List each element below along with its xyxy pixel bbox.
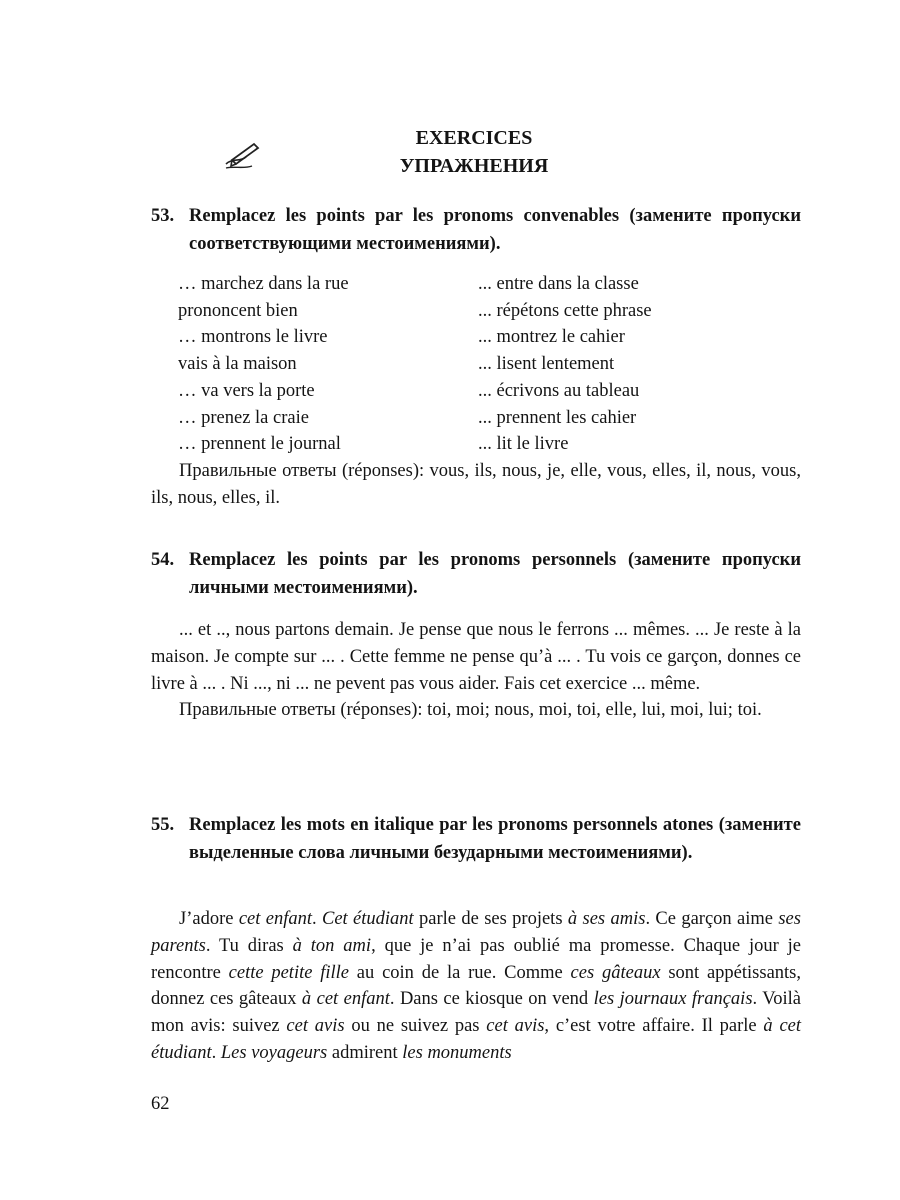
exercise-title: Remplacez les points par les pronoms convenables (замените пропуски соответствующими местоимениями). bbox=[189, 206, 801, 254]
italic-phrase: à cet étudiant bbox=[151, 1016, 802, 1063]
italic-phrase: ces gâteaux bbox=[570, 962, 661, 983]
italic-phrase: à ton ami bbox=[292, 935, 372, 956]
text-segment: . bbox=[211, 1042, 221, 1063]
answers-text: Правильные ответы (réponses): vous, ils, nous, je, elle, vous, elles, il, nous, vous, ils, nous, elles, il. bbox=[151, 461, 801, 508]
italic-phrase: Les voyageurs bbox=[220, 1042, 328, 1063]
page-number: 62 bbox=[151, 1094, 170, 1114]
text-segment: . Ce garçon aime bbox=[645, 909, 779, 929]
text-segment: , c’est votre affaire. Il parle bbox=[544, 1016, 764, 1037]
pair-row bbox=[178, 271, 652, 298]
italic-phrase: les journaux français bbox=[593, 989, 753, 1010]
italic-phrase: ses parents bbox=[151, 909, 801, 956]
exercise-55-body bbox=[151, 906, 801, 1067]
pair-right: ... écrivons au tableau bbox=[478, 380, 640, 401]
text-segment: ou ne suivez pas bbox=[344, 1016, 487, 1037]
exercise-text bbox=[151, 906, 801, 1067]
pair-right: ... prennent les cahier bbox=[478, 407, 637, 428]
text-segment: . Voilà mon avis: suivez bbox=[151, 989, 801, 1037]
pair-right: ... lisent lentement bbox=[478, 354, 615, 375]
text-segment: . Tu diras bbox=[205, 935, 293, 956]
exercise-number: 53. bbox=[151, 206, 175, 226]
italic-phrase: à ses amis bbox=[567, 909, 646, 929]
text-segment: . Dans ce kiosque on vend bbox=[389, 989, 594, 1010]
header-title-fr: EXERCICES bbox=[415, 127, 533, 149]
italic-phrase: Cet étudiant bbox=[321, 909, 414, 929]
exercise-54-heading bbox=[151, 546, 801, 602]
exercise-55-heading bbox=[151, 811, 801, 867]
text-segment: sont appétissants, donnez ces gâteaux bbox=[151, 962, 801, 1010]
exercise-title: Remplacez les mots en italique par les pronoms personnels atones (замените выделенные слова личными безударными местоимениями). bbox=[189, 815, 801, 863]
exercise-53-pairs bbox=[178, 271, 652, 458]
italic-phrase: cet avis bbox=[286, 1016, 345, 1037]
header-title-ru: УПРАЖНЕНИЯ bbox=[399, 155, 549, 177]
italic-phrase: cet enfant bbox=[238, 909, 312, 929]
text-segment: J’adore bbox=[179, 909, 239, 929]
exercise-number: 54. bbox=[151, 550, 175, 570]
text-segment: admirent bbox=[327, 1042, 403, 1063]
pair-left: … montrons le livre bbox=[178, 327, 328, 348]
italic-phrase: cet avis bbox=[486, 1016, 545, 1037]
exercise-title: Remplacez les points par les pronoms personnels (замените пропуски личными местоимениями). bbox=[189, 550, 801, 598]
pair-right: ... montrez le cahier bbox=[478, 327, 625, 348]
italic-phrase: à cet enfant bbox=[301, 989, 390, 1010]
italic-phrase: cette petite fille bbox=[228, 962, 350, 983]
section-header bbox=[0, 124, 900, 180]
pair-row bbox=[178, 351, 652, 378]
exercise-54-body bbox=[151, 617, 801, 724]
pair-row bbox=[178, 298, 652, 325]
pair-left: … marchez dans la rue bbox=[178, 274, 349, 294]
pair-right: ... répétons cette phrase bbox=[478, 300, 652, 321]
pair-right: ... entre dans la classe bbox=[478, 274, 639, 294]
pair-row bbox=[178, 324, 652, 351]
pair-left: … prenez la craie bbox=[178, 407, 309, 428]
pair-row bbox=[178, 405, 652, 432]
exercise-text: ... et .., nous partons demain. Je pense que nous le ferrons ... mêmes. ... Je reste à la maison. Je compte sur ... . Cette femme ne pense qu’à ... . Tu vois ce garçon, donnes ce livre à ... . Ni ..., ni ... ne pevent pas vous aider. Fais cet exercice ... même. bbox=[151, 620, 801, 694]
text-segment: , que je n’ai pas oublié ma promesse. Chaque jour je rencontre bbox=[151, 935, 802, 983]
text-segment: au coin de la rue. Comme bbox=[349, 962, 571, 983]
answers-text: Правильные ответы (réponses): toi, moi; nous, moi, toi, elle, lui, moi, lui; toi. bbox=[179, 700, 762, 721]
pair-left: … prennent le journal bbox=[178, 434, 341, 455]
text-segment: parle de ses projets bbox=[413, 909, 568, 929]
pair-left: vais à la maison bbox=[178, 354, 297, 375]
pair-right: ... lit le livre bbox=[478, 434, 569, 455]
exercise-number: 55. bbox=[151, 815, 175, 835]
exercise-53-heading bbox=[151, 202, 801, 258]
pair-row bbox=[178, 431, 652, 458]
pair-row bbox=[178, 378, 652, 405]
pair-left: … va vers la porte bbox=[178, 380, 315, 401]
text-segment: . bbox=[311, 909, 322, 929]
italic-phrase: les monuments bbox=[402, 1042, 512, 1063]
pair-left: prononcent bien bbox=[178, 300, 298, 321]
exercise-53-answers bbox=[151, 458, 801, 512]
